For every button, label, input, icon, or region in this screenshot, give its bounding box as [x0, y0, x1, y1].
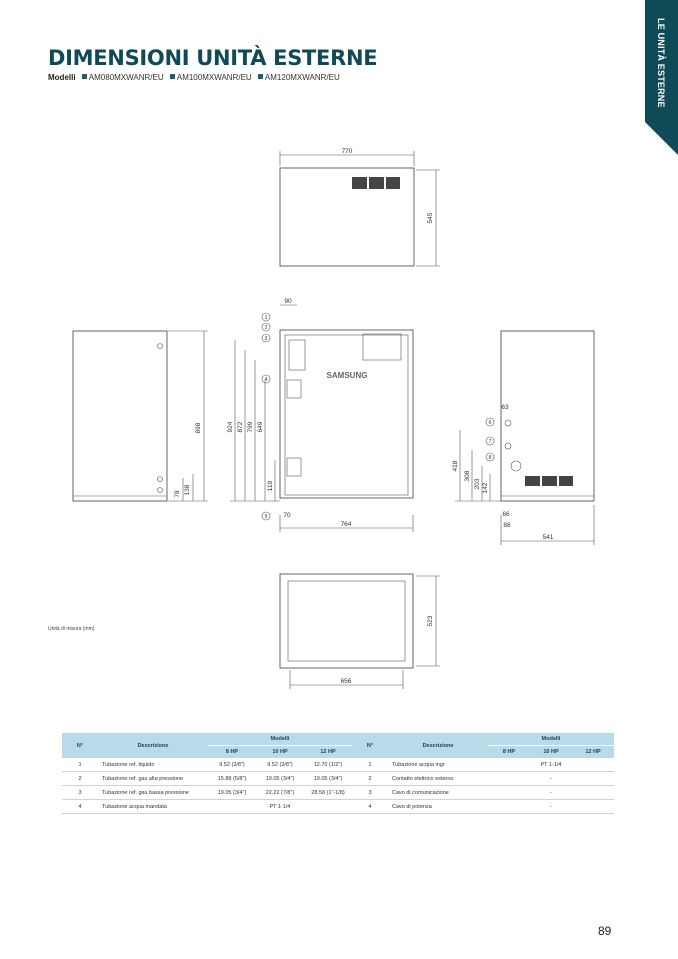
dim-right-height: 142	[482, 482, 489, 494]
callout: 1	[264, 315, 268, 321]
side-tab-label: LE UNITÀ ESTERNE	[656, 18, 666, 108]
callout: 7	[488, 439, 492, 445]
table-row: 3 Tubazione ref. gas bassa pressione 19.05 (3/4") 22.22 (7/8") 28.58 (1"-1/8) 3 Cavo di comunicazione -	[62, 786, 614, 800]
front-view-outline	[280, 330, 413, 498]
dim-front-height: 649	[257, 421, 264, 433]
callout: 3	[264, 336, 268, 342]
dim-front-height: 799	[247, 421, 254, 433]
callout: 6	[488, 420, 492, 426]
base-view-outline	[280, 574, 413, 668]
table-row: 1 Tubazione ref. liquido 9.52 (3/8") 9.52 (3/8") 12.70 (1/2") 1 Tubazione acqua ingr PT 1-1/4	[62, 758, 614, 772]
col-no: N°	[62, 733, 98, 758]
col-12hp: 12 HP	[572, 746, 614, 759]
dim-top-depth: 545	[427, 212, 434, 224]
models-label: Modelli	[48, 73, 76, 82]
model-item: AM120MXWANR/EU	[264, 73, 340, 82]
col-8hp: 8 HP	[208, 746, 256, 759]
brand-logo: SAMSUNG	[326, 371, 368, 380]
dim-side-138: 138	[184, 484, 191, 496]
col-no: N°	[352, 733, 388, 758]
callout: 4	[264, 377, 268, 383]
model-item: AM080MXWANR/EU	[88, 73, 164, 82]
dim-front-90: 90	[284, 298, 292, 305]
col-10hp: 10 HP	[256, 746, 304, 759]
callout: 8	[488, 455, 492, 461]
units-note: Unità di misura (mm)	[48, 626, 95, 632]
page-title: DIMENSIONI UNITÀ ESTERNE	[48, 46, 378, 70]
model-item: AM100MXWANR/EU	[176, 73, 252, 82]
dim-base-width: 656	[340, 678, 352, 685]
dim-front-height: 924	[227, 421, 234, 433]
dim-right-height: 418	[452, 460, 459, 472]
col-10hp: 10 HP	[530, 746, 572, 759]
dim-front-height: 872	[237, 421, 244, 433]
dim-front-70: 70	[283, 512, 291, 519]
dim-right-63: 63	[501, 404, 509, 411]
dim-right-66: 66	[502, 511, 510, 518]
col-desc: Descrizione	[98, 733, 208, 758]
dim-base-depth: 523	[427, 615, 434, 627]
connections-table	[62, 733, 614, 814]
callout: 2	[264, 325, 268, 331]
col-12hp: 12 HP	[304, 746, 352, 759]
side-view-outline	[73, 331, 167, 501]
dim-right-height: 308	[464, 470, 471, 482]
right-view-outline	[501, 331, 594, 501]
dim-front-width: 764	[340, 521, 352, 528]
table-row: 4 Tubazione acqua mandata PT 1-1/4 4 Cavo di potenza -	[62, 800, 614, 814]
dim-right-height: 203	[474, 478, 481, 490]
dim-front-height: 119	[267, 480, 274, 492]
col-desc: Descrizione	[388, 733, 488, 758]
dim-right-depth: 541	[542, 534, 554, 541]
dim-side-78: 78	[174, 490, 181, 498]
page-number: 89	[598, 924, 612, 938]
col-models: Modelli	[488, 733, 614, 746]
table-row: 2 Tubazione ref. gas alta pressione 15.88 (5/8") 19.05 (3/4") 19.05 (3/4") 2 Contatto elettrico esterno -	[62, 772, 614, 786]
callout: 5	[264, 514, 268, 520]
dim-side-height: 898	[195, 422, 202, 434]
col-8hp: 8 HP	[488, 746, 530, 759]
col-models: Modelli	[208, 733, 352, 746]
dim-top-width: 770	[341, 148, 353, 155]
dim-right-88: 88	[503, 522, 511, 529]
